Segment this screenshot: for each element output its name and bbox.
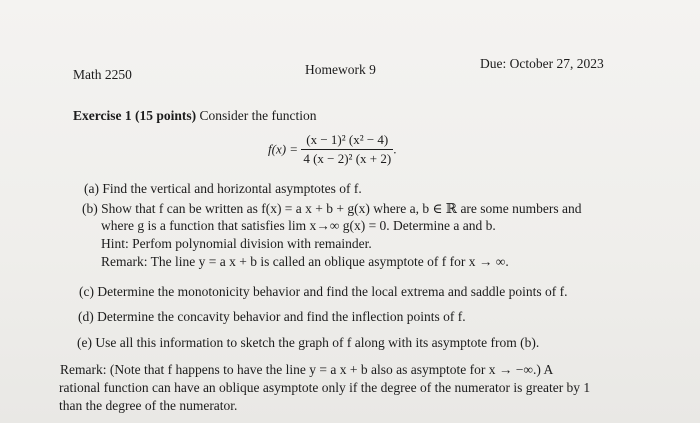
remark-line3: than the degree of the numerator. (59, 398, 238, 413)
formula-fraction (301, 132, 393, 167)
exercise-title: Exercise 1 (15 points) (73, 108, 197, 123)
exercise-intro: Consider the function (199, 108, 317, 123)
remark-line2: rational function can have an oblique asymptote only if the degree of the numerator is greater by 1 (59, 380, 591, 395)
part-e: (e) Use all this information to sketch the graph of f along with its asymptote from (b). (77, 335, 540, 350)
homework-title: Homework 9 (305, 62, 376, 77)
part-b-hint: Hint: Perfom polynomial division with remainder. (101, 236, 372, 251)
due-date: Due: October 27, 2023 (480, 56, 604, 71)
remark-line1: Remark: (Note that f happens to have the line y = a x + b also as asymptote for x → −∞.) A (60, 362, 554, 377)
part-b-line1: (b) Show that f can be written as f(x) = a x + b + g(x) where a, b ∈ ℝ are some numbers and (82, 201, 582, 216)
part-c: (c) Determine the monotonicity behavior and find the local extrema and saddle points of f. (79, 284, 568, 299)
exercise-heading (73, 108, 316, 124)
course-name: Math 2250 (73, 67, 132, 82)
part-d: (d) Determine the concavity behavior and find the inflection points of f. (78, 309, 466, 324)
formula-lhs: f(x) = (268, 141, 299, 157)
formula-denominator: 4 (x − 2)² (x + 2) (303, 151, 392, 166)
formula-numerator: (x − 1)² (x² − 4) (301, 132, 393, 150)
part-a: (a) Find the vertical and horizontal asymptotes of f. (84, 181, 362, 196)
part-b-line2: where g is a function that satisfies lim x→∞ g(x) = 0. Determine a and b. (101, 218, 496, 233)
function-formula (268, 132, 396, 167)
part-b-remark: Remark: The line y = a x + b is called an oblique asymptote of f for x → ∞. (101, 254, 509, 269)
formula-end: . (393, 141, 397, 157)
